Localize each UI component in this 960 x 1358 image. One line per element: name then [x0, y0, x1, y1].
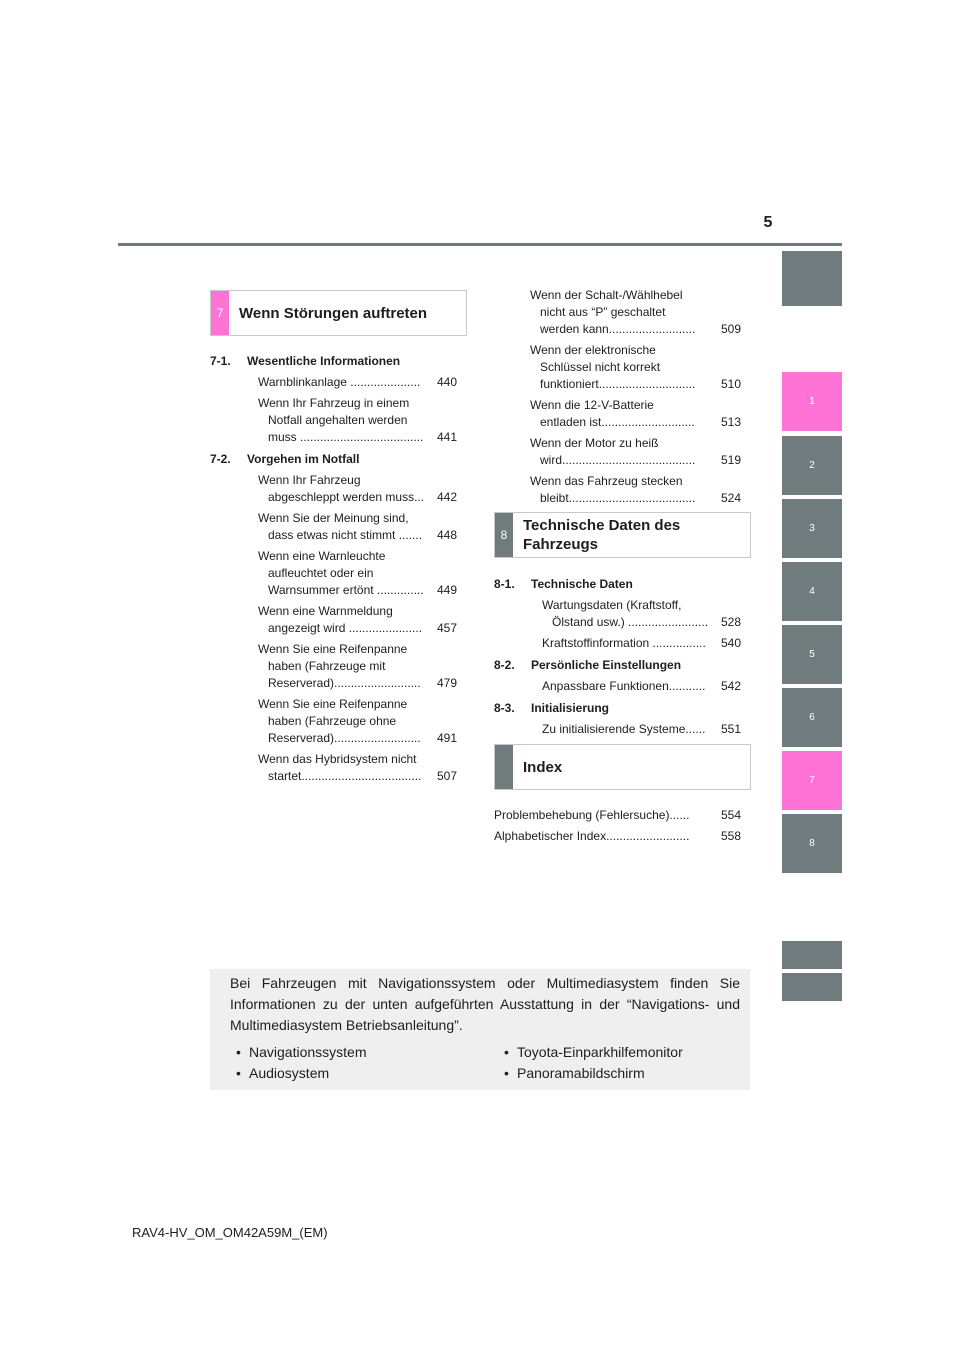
toc-page-number: 479: [436, 676, 457, 690]
chapter-tab-blank-0[interactable]: [782, 251, 842, 306]
toc-entry-line: haben (Fahrzeuge ohne: [268, 714, 397, 728]
toc-entry-text: [530, 287, 741, 338]
toc-entry-text: [494, 807, 741, 824]
toc-entry-text: [258, 374, 457, 391]
toc-entry-line: bleibt......................................: [540, 491, 696, 505]
toc-entry-text: [542, 635, 741, 652]
toc-entry-text: [258, 603, 457, 637]
info-box: [210, 969, 750, 1090]
toc-page-number: 540: [720, 636, 741, 650]
toc-chapter-heading[interactable]: [210, 451, 457, 468]
chapter-tab-blank-10[interactable]: [782, 973, 842, 1001]
toc-entry-line: wird........................................: [540, 453, 696, 467]
toc-entry-line: Kraftstoffinformation ................: [542, 636, 706, 650]
toc-entry-line: Wenn Sie eine Reifenpanne: [258, 642, 408, 656]
toc-chapter-title: Wesentliche Informationen: [247, 354, 401, 368]
toc-column-index: [494, 807, 741, 849]
toc-entry[interactable]: [210, 510, 457, 544]
bullet-item: • Panoramabildschirm: [504, 1063, 683, 1084]
bullet-list-left: [236, 1042, 367, 1084]
toc-chapter-number: 8-2.: [494, 658, 515, 672]
toc-entry[interactable]: [494, 397, 741, 431]
toc-entry-text: [530, 435, 741, 469]
info-text: Bei Fahrzeugen mit Navigationssystem oder Multimediasystem finden Sie Informationen zu der unten aufgeführten Ausstattung in der “Navigations- und Multimediasystem Betriebsanleitung”.: [230, 975, 740, 1033]
toc-entry-line: Wenn Sie eine Reifenpanne: [258, 697, 408, 711]
toc-entry-text: [258, 548, 457, 599]
toc-chapter-title: Initialisierung: [531, 701, 610, 715]
toc-entry-line: Reserverad)..........................: [268, 731, 421, 745]
toc-chapter-group: [210, 451, 457, 785]
bullet-item: • Toyota-Einparkhilfemonitor: [504, 1042, 683, 1063]
toc-entry-line: aufleuchtet oder ein: [268, 566, 374, 580]
toc-chapter-title: Vorgehen im Notfall: [247, 452, 360, 466]
toc-entry-line: Warnsummer ertönt ..............: [268, 583, 424, 597]
toc-chapter-heading[interactable]: [210, 353, 457, 370]
toc-entry-line: Schlüssel nicht korrekt: [540, 360, 661, 374]
toc-entry-text: [542, 678, 741, 695]
toc-chapter-title: Technische Daten: [531, 577, 633, 591]
toc-entry-text: [542, 597, 741, 631]
toc-entry[interactable]: [494, 635, 741, 652]
toc-entry-text: [258, 472, 457, 506]
toc-entry[interactable]: [494, 473, 741, 507]
toc-chapter-number: 8-1.: [494, 577, 515, 591]
toc-chapter-heading[interactable]: [494, 576, 741, 593]
toc-entry[interactable]: [494, 435, 741, 469]
toc-page-number: 510: [720, 377, 741, 391]
toc-page-number: 491: [436, 731, 457, 745]
toc-entry[interactable]: [494, 597, 741, 631]
toc-entry-line: Wenn Ihr Fahrzeug in einem: [258, 396, 410, 410]
section-title-8: Technische Daten des Fahrzeugs: [523, 517, 681, 553]
chapter-tab-5[interactable]: 5: [782, 625, 842, 684]
toc-entry[interactable]: [210, 641, 457, 692]
chapter-tab-2[interactable]: 2: [782, 436, 842, 495]
toc-entry-line: entladen ist............................: [540, 415, 695, 429]
toc-page-number: 519: [720, 453, 741, 467]
section-title-7: Wenn Störungen auftreten: [239, 304, 428, 322]
toc-entry-text: [542, 721, 741, 738]
toc-page-number: 554: [720, 808, 741, 822]
toc-entry-line: muss .....................................: [268, 430, 424, 444]
bullet-item: • Navigationssystem: [236, 1042, 367, 1063]
toc-entry-text: [258, 641, 457, 692]
toc-entry-line: Zu initialisierende Systeme......: [542, 722, 706, 736]
toc-entry[interactable]: [494, 807, 741, 824]
toc-entry-line: Wenn der elektronische: [530, 343, 656, 357]
toc-entry-line: Notfall angehalten werden: [268, 413, 408, 427]
toc-entry-line: Ölstand usw.) ........................: [552, 615, 709, 629]
toc-column-right-mid: [494, 576, 741, 743]
toc-entry-text: [258, 510, 457, 544]
toc-entry-line: Reserverad)..........................: [268, 676, 421, 690]
page-number: 5: [763, 214, 773, 231]
toc-entry-text: [530, 473, 741, 507]
section-title-index: Index: [523, 758, 563, 776]
chapter-tab-4[interactable]: 4: [782, 562, 842, 621]
toc-entry-line: Wenn der Motor zu heiß: [530, 436, 659, 450]
section-header-index[interactable]: [494, 744, 751, 790]
toc-entry-line: startet....................................: [268, 769, 422, 783]
toc-entry-line: haben (Fahrzeuge mit: [268, 659, 386, 673]
toc-page-number: 542: [720, 679, 741, 693]
toc-entry-text: [258, 395, 457, 446]
toc-page-number: 440: [436, 375, 457, 389]
toc-chapter-group: [494, 700, 741, 738]
toc-page-number: 449: [436, 583, 457, 597]
toc-entry[interactable]: [210, 751, 457, 785]
toc-page-number: 509: [720, 322, 741, 336]
section-number-8: 8: [495, 513, 513, 557]
toc-chapter-group: [494, 657, 741, 695]
toc-entry-line: Wenn eine Warnmeldung: [258, 604, 393, 618]
toc-chapter-number: 8-3.: [494, 701, 515, 715]
bullet-list-right: [504, 1042, 683, 1084]
toc-entry-line: Wenn Sie der Meinung sind,: [258, 511, 409, 525]
toc-entry-line: Wartungsdaten (Kraftstoff,: [542, 598, 682, 612]
chapter-tab-8[interactable]: 8: [782, 814, 842, 873]
toc-entry-text: [258, 751, 457, 785]
toc-entry-line: nicht aus “P” geschaltet: [540, 305, 666, 319]
toc-page-number: 507: [436, 769, 457, 783]
toc-entry-line: Wenn Ihr Fahrzeug: [258, 473, 361, 487]
toc-entry-line: Wenn das Hybridsystem nicht: [258, 752, 417, 766]
toc-entry-line: funktioniert.............................: [540, 377, 696, 391]
toc-entry[interactable]: [210, 472, 457, 506]
toc-entry-line: abgeschleppt werden muss...: [268, 490, 425, 504]
toc-entry-line: dass etwas nicht stimmt .......: [268, 528, 423, 542]
toc-entry-text: [258, 696, 457, 747]
footer-code: RAV4-HV_OM_OM42A59M_(EM): [132, 1225, 328, 1240]
toc-chapter-heading[interactable]: [494, 700, 741, 717]
toc-entry[interactable]: [494, 828, 741, 845]
toc-chapter-group: [210, 353, 457, 446]
toc-page-number: 448: [436, 528, 457, 542]
toc-entry-line: Alphabetischer Index.........................: [494, 829, 690, 843]
section-number-index: [495, 745, 513, 789]
toc-page-number: 551: [720, 722, 741, 736]
toc-column-right-top: [494, 287, 741, 511]
chapter-tab-3[interactable]: 3: [782, 499, 842, 558]
toc-page-number: 524: [720, 491, 741, 505]
toc-entry-line: Wenn der Schalt-/Wählhebel: [530, 288, 683, 302]
chapter-tab-6[interactable]: 6: [782, 688, 842, 747]
toc-entry[interactable]: [494, 721, 741, 738]
section-number-7: 7: [211, 291, 229, 335]
toc-entry-text: [494, 828, 741, 845]
toc-entry[interactable]: [210, 374, 457, 391]
toc-entry-text: [530, 342, 741, 393]
toc-page-number: 558: [720, 829, 741, 843]
toc-column-left: [210, 353, 457, 790]
bullet-item: • Audiosystem: [236, 1063, 367, 1084]
toc-page-number: 441: [436, 430, 457, 444]
toc-entry-text: [530, 397, 741, 431]
toc-entry[interactable]: [210, 548, 457, 599]
toc-page-number: 513: [720, 415, 741, 429]
toc-entry-line: Warnblinkanlage .....................: [258, 375, 421, 389]
toc-entry[interactable]: [210, 395, 457, 446]
toc-chapter-number: 7-2.: [210, 452, 231, 466]
chapter-tab-7[interactable]: 7: [782, 751, 842, 810]
toc-entry-line: angezeigt wird ......................: [268, 621, 423, 635]
toc-page-number: 528: [720, 615, 741, 629]
toc-page-number: 442: [436, 490, 457, 504]
toc-entry-line: Problembehebung (Fehlersuche)......: [494, 808, 690, 822]
toc-chapter-heading[interactable]: [494, 657, 741, 674]
toc-entry[interactable]: [494, 287, 741, 338]
chapter-tab-1[interactable]: 1: [782, 372, 842, 431]
toc-entry[interactable]: [494, 342, 741, 393]
toc-chapter-number: 7-1.: [210, 354, 231, 368]
toc-entry[interactable]: [210, 696, 457, 747]
toc-chapter-title: Persönliche Einstellungen: [531, 658, 682, 672]
header-rule: [118, 243, 842, 246]
toc-page-number: 457: [436, 621, 457, 635]
section-header-7[interactable]: [210, 290, 467, 336]
toc-entry-line: werden kann..........................: [540, 322, 696, 336]
toc-entry[interactable]: [210, 603, 457, 637]
toc-entry-line: Wenn das Fahrzeug stecken: [530, 474, 683, 488]
toc-entry-line: Wenn eine Warnleuchte: [258, 549, 386, 563]
toc-entry-line: Anpassbare Funktionen...........: [542, 679, 706, 693]
section-header-8[interactable]: [494, 512, 751, 558]
toc-entry-line: Wenn die 12-V-Batterie: [530, 398, 654, 412]
chapter-tab-blank-9[interactable]: [782, 941, 842, 969]
toc-entry[interactable]: [494, 678, 741, 695]
toc-chapter-group: [494, 576, 741, 652]
